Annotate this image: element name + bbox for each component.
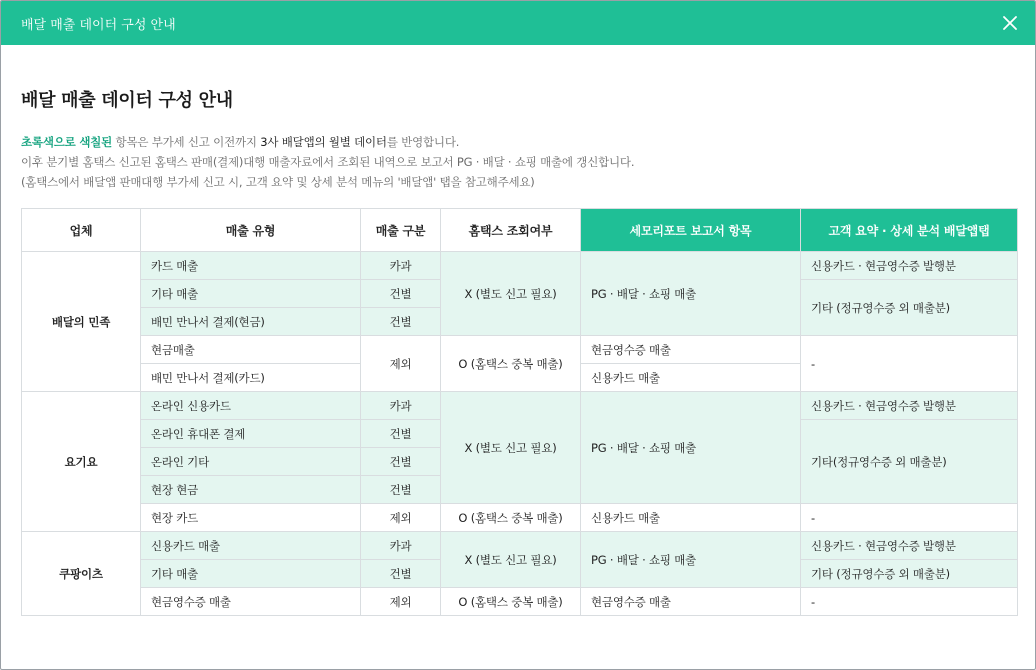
table-row (22, 504, 1018, 532)
sales-type-cell: 현장 현금 (141, 476, 361, 504)
table-row (22, 336, 1018, 364)
delivery-sales-table (21, 208, 1018, 616)
sales-kind-cell: 건별 (361, 560, 441, 588)
hometax-cell: O (홈택스 중복 매출) (441, 504, 581, 532)
report-item-cell: 현금영수증 매출 (581, 336, 801, 364)
report-item-cell: PG · 배달 · 쇼핑 매출 (581, 252, 801, 336)
header-delivery-tab: 고객 요약 · 상세 분석 배달앱탭 (801, 209, 1018, 252)
table-row (22, 392, 1018, 420)
sales-kind-cell: 건별 (361, 308, 441, 336)
close-button[interactable] (999, 12, 1021, 34)
report-item-cell: 신용카드 매출 (581, 364, 801, 392)
hometax-cell: X (별도 신고 필요) (441, 392, 581, 504)
sales-type-cell: 기타 매출 (141, 560, 361, 588)
header-vendor: 업체 (22, 209, 141, 252)
description-line-2: 이후 분기별 홈택스 신고된 홈택스 판매(결제)대행 매출자료에서 조회된 내역으로 보고서 PG · 배달 · 쇼핑 매출에 갱신합니다. (21, 155, 635, 169)
delivery-tab-cell: - (801, 336, 1018, 392)
sales-type-cell: 온라인 휴대폰 결제 (141, 420, 361, 448)
description-text: 항목은 부가세 신고 이전까지 (112, 135, 261, 149)
hometax-cell: X (별도 신고 필요) (441, 532, 581, 588)
vendor-cell: 쿠팡이츠 (22, 532, 141, 616)
description-line-3: (홈택스에서 배달앱 판매대행 부가세 신고 시, 고객 요약 및 상세 분석 메뉴의 '배달앱' 탭을 참고해주세요) (21, 175, 535, 189)
sales-type-cell: 카드 매출 (141, 252, 361, 280)
sales-type-cell: 배민 만나서 결제(카드) (141, 364, 361, 392)
table-row (22, 588, 1018, 616)
sales-kind-cell: 제외 (361, 588, 441, 616)
sales-kind-cell: 건별 (361, 448, 441, 476)
sales-type-cell: 기타 매출 (141, 280, 361, 308)
modal-header-title: 배달 매출 데이터 구성 안내 (21, 17, 176, 33)
description-line-1 (21, 132, 1015, 152)
table-header-row (22, 209, 1018, 252)
sales-kind-cell: 건별 (361, 280, 441, 308)
sales-kind-cell: 카과 (361, 252, 441, 280)
sales-type-cell: 현금영수증 매출 (141, 588, 361, 616)
header-sales-type: 매출 유형 (141, 209, 361, 252)
sales-kind-cell: 건별 (361, 476, 441, 504)
delivery-tab-cell: - (801, 504, 1018, 532)
sales-type-cell: 온라인 기타 (141, 448, 361, 476)
close-icon (1003, 16, 1017, 30)
sales-type-cell: 온라인 신용카드 (141, 392, 361, 420)
page-title: 배달 매출 데이터 구성 안내 (21, 90, 233, 111)
sales-kind-cell: 카과 (361, 392, 441, 420)
description-text: 를 반영합니다. (386, 135, 460, 149)
modal-header (1, 1, 1035, 45)
header-sales-kind: 매출 구분 (361, 209, 441, 252)
hometax-cell: O (홈택스 중복 매출) (441, 336, 581, 392)
sales-type-cell: 배민 만나서 결제(현금) (141, 308, 361, 336)
vendor-cell: 요기요 (22, 392, 141, 532)
delivery-tab-cell: - (801, 588, 1018, 616)
header-hometax: 홈택스 조회여부 (441, 209, 581, 252)
report-item-cell: 신용카드 매출 (581, 504, 801, 532)
modal-content (1, 86, 1035, 616)
delivery-tab-cell: 신용카드 · 현금영수증 발행분 (801, 392, 1018, 420)
sales-kind-cell: 제외 (361, 504, 441, 532)
table-row (22, 532, 1018, 560)
delivery-tab-cell: 신용카드 · 현금영수증 발행분 (801, 252, 1018, 280)
hometax-cell: O (홈택스 중복 매출) (441, 588, 581, 616)
bold-text: 3사 배달앱의 월별 데이터 (260, 135, 387, 149)
description (21, 132, 1015, 192)
report-item-cell: PG · 배달 · 쇼핑 매출 (581, 532, 801, 588)
delivery-tab-cell: 신용카드 · 현금영수증 발행분 (801, 532, 1018, 560)
sales-type-cell: 현금매출 (141, 336, 361, 364)
report-item-cell: PG · 배달 · 쇼핑 매출 (581, 392, 801, 504)
sales-kind-cell: 건별 (361, 420, 441, 448)
vendor-cell: 배달의 민족 (22, 252, 141, 392)
sales-kind-cell: 카과 (361, 532, 441, 560)
sales-kind-cell: 제외 (361, 336, 441, 392)
delivery-tab-cell: 기타 (정규영수증 외 매출분) (801, 280, 1018, 336)
report-item-cell: 현금영수증 매출 (581, 588, 801, 616)
sales-type-cell: 신용카드 매출 (141, 532, 361, 560)
table-row (22, 252, 1018, 280)
delivery-tab-cell: 기타(정규영수증 외 매출분) (801, 420, 1018, 504)
hometax-cell: X (별도 신고 필요) (441, 252, 581, 336)
header-report-item: 세모리포트 보고서 항목 (581, 209, 801, 252)
delivery-tab-cell: 기타 (정규영수증 외 매출분) (801, 560, 1018, 588)
green-highlight-text: 초록색으로 색칠된 (21, 135, 113, 149)
sales-type-cell: 현장 카드 (141, 504, 361, 532)
